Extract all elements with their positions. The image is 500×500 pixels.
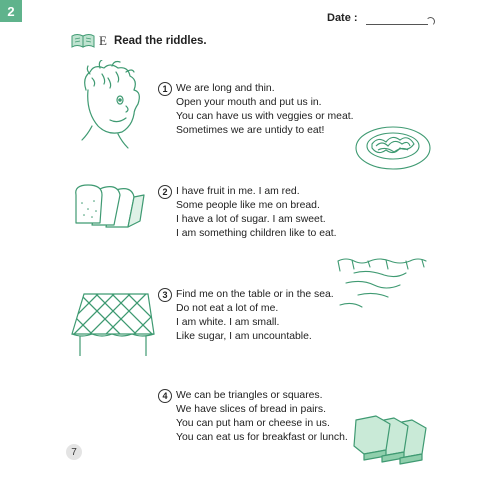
riddle-line: I am white. I am small. <box>176 317 280 328</box>
sandwich-illustration <box>352 410 432 466</box>
riddle-line: You can put ham or cheese in us. <box>176 418 330 429</box>
riddle-line: You can eat us for breakfast or lunch. <box>176 432 348 443</box>
riddle-number: 2 <box>158 185 172 199</box>
riddle-line: We are long and thin. <box>176 83 275 94</box>
bread-slices-illustration <box>72 183 160 235</box>
noodle-plate-illustration <box>354 124 432 172</box>
page-tab: 2 <box>0 0 22 22</box>
riddle-number: 4 <box>158 389 172 403</box>
riddle-line: I have fruit in me. I am red. <box>176 186 300 197</box>
riddle-line: Open your mouth and put us in. <box>176 97 322 108</box>
section-title: Read the riddles. <box>113 35 207 47</box>
section-letter: E <box>99 33 107 48</box>
date-line-hook <box>426 17 435 26</box>
riddle-line: You can have us with veggies or meat. <box>176 111 354 122</box>
riddle-line: We can be triangles or squares. <box>176 390 323 401</box>
sea-waves-illustration <box>334 255 430 313</box>
riddle-line: We have slices of bread in pairs. <box>176 404 326 415</box>
date-line <box>366 24 428 25</box>
riddle-line: I am something children like to eat. <box>176 228 337 239</box>
boy-illustration <box>72 60 152 150</box>
page-number: 7 <box>66 444 82 460</box>
riddle-line: Like sugar, I am uncountable. <box>176 331 312 342</box>
section-heading <box>70 33 207 49</box>
riddle-line: Some people like me on bread. <box>176 200 320 211</box>
riddle-line: Do not eat a lot of me. <box>176 303 279 314</box>
riddle-number: 1 <box>158 82 172 96</box>
riddle-line: Find me on the table or in the sea. <box>176 289 334 300</box>
riddle-line: Sometimes we are untidy to eat! <box>176 125 325 136</box>
open-book-icon <box>70 33 96 49</box>
riddle-number: 3 <box>158 288 172 302</box>
date-label: Date : <box>327 12 358 24</box>
tablecloth-table-illustration <box>68 290 158 362</box>
riddle-line: I have a lot of sugar. I am sweet. <box>176 214 326 225</box>
